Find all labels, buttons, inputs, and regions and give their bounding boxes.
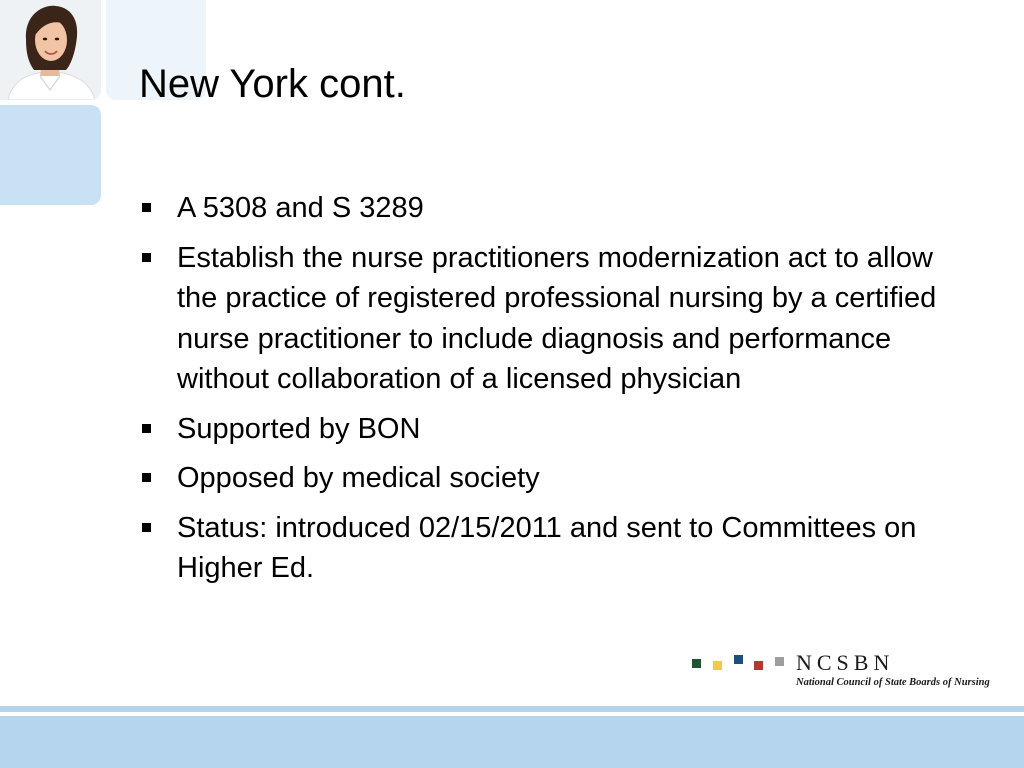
- bullet-text: Opposed by medical society: [177, 462, 540, 494]
- bullet-text: A 5308 and S 3289: [177, 192, 424, 224]
- decorative-tile-blue: [0, 105, 101, 205]
- logo-subtitle: National Council of State Boards of Nursing: [796, 677, 990, 688]
- square-bullet-icon: [142, 203, 151, 212]
- bullet-list: [140, 188, 960, 598]
- logo-square-gray: [775, 657, 784, 666]
- logo-square-yellow: [713, 661, 722, 670]
- bullet-item: [140, 458, 960, 499]
- square-bullet-icon: [142, 253, 151, 262]
- bullet-item: [140, 238, 960, 400]
- logo-square-green: [692, 659, 701, 668]
- portrait-photo: [0, 0, 101, 100]
- bullet-text: Supported by BON: [177, 412, 421, 445]
- logo-name: NCSBN: [796, 650, 895, 675]
- square-bullet-icon: [142, 523, 151, 532]
- bullet-item: [140, 409, 960, 450]
- bullet-text: Status: introduced 02/15/2011 and sent to Committees on Higher Ed.: [177, 511, 917, 584]
- logo-squares-icon: [692, 654, 788, 672]
- bullet-item: [140, 188, 960, 229]
- bullet-item: [140, 508, 960, 589]
- slide-title: New York cont.: [139, 62, 406, 106]
- footer-stripe: [0, 706, 1024, 712]
- square-bullet-icon: [142, 424, 151, 433]
- ncsbn-logo: [692, 650, 990, 690]
- logo-square-navy: [734, 655, 743, 664]
- portrait-photo-icon: [0, 0, 101, 100]
- footer-band: [0, 716, 1024, 768]
- square-bullet-icon: [142, 473, 151, 482]
- bullet-text: Establish the nurse practitioners modernization act to allow the practice of registered professional nursing by a certified nurse practitioner to include diagnosis and performance without collaboration of a licensed physician: [177, 241, 937, 395]
- logo-square-red: [754, 661, 763, 670]
